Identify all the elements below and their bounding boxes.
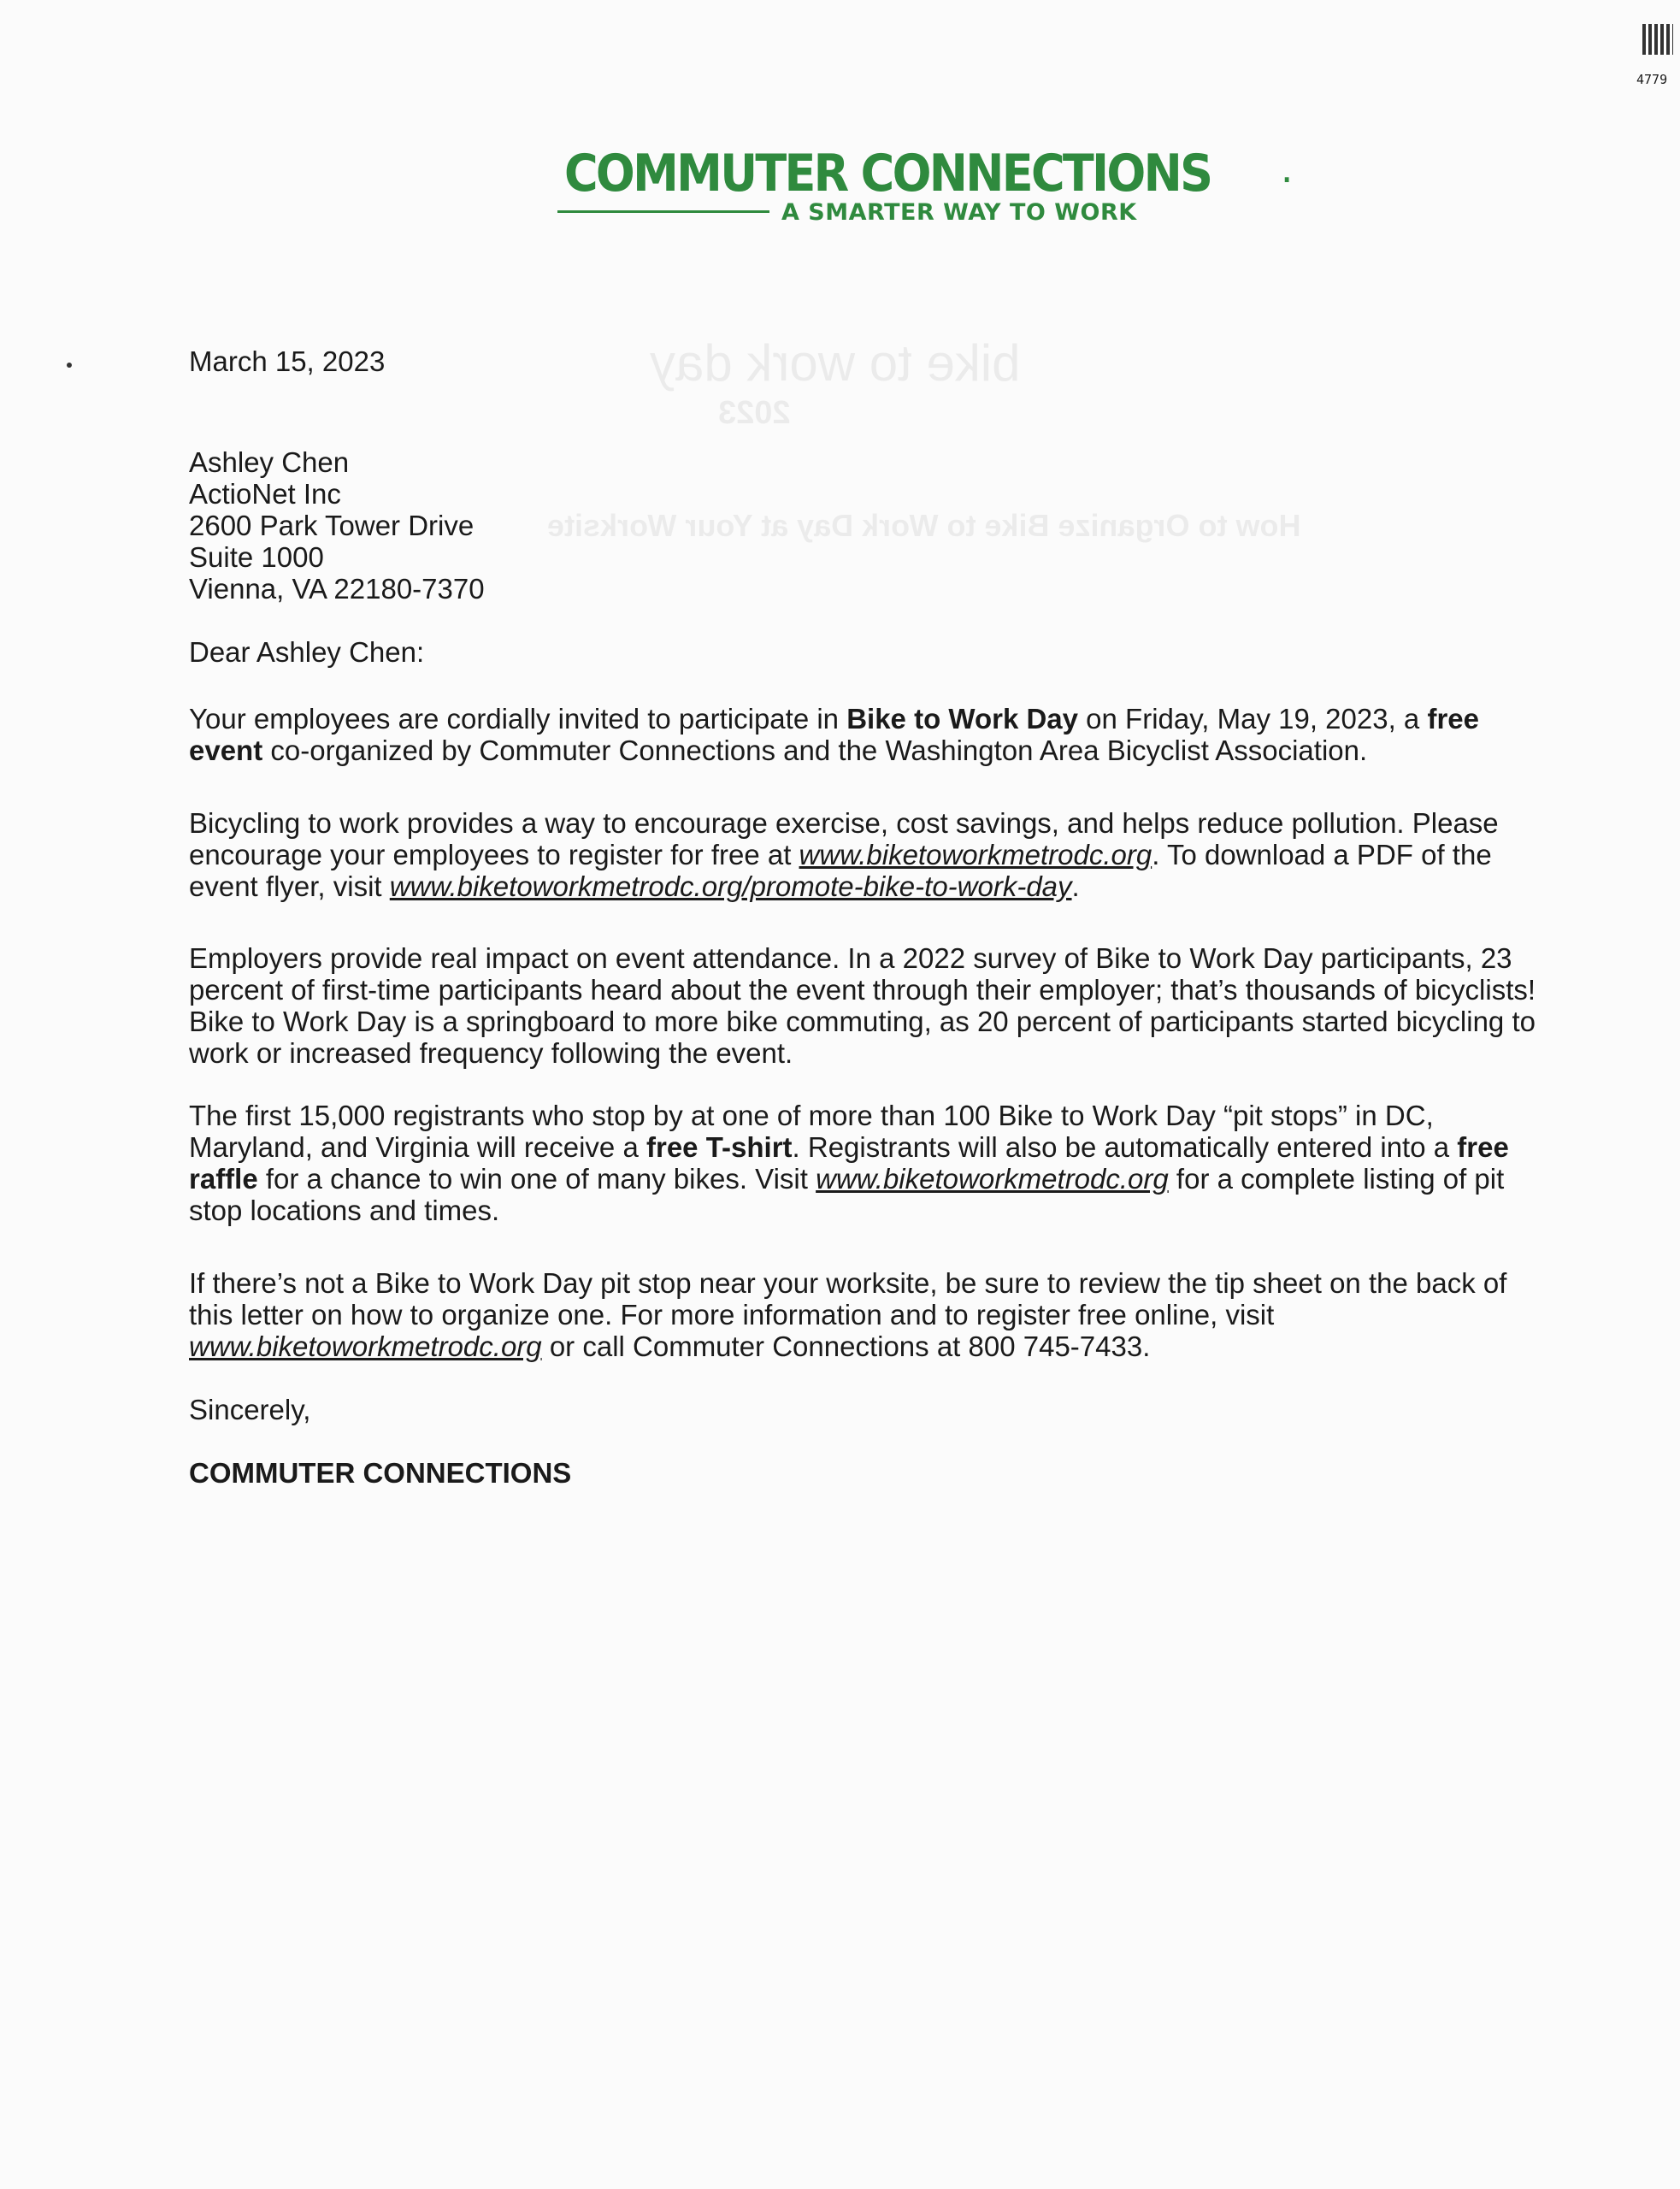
recipient-address: [189, 446, 485, 605]
letter-date: March 15, 2023: [189, 345, 386, 377]
signature: COMMUTER CONNECTIONS: [189, 1457, 572, 1489]
commuter-connections-logo: [557, 144, 1292, 226]
closing: Sincerely,: [189, 1394, 311, 1425]
free-tshirt: free T-shirt: [645, 1131, 793, 1163]
address-line: Vienna, VA 22180-7370: [189, 573, 485, 605]
text: Bicycling to work provides a way to encourage exercise, cost savings, and helps reduce pollution. Please encourage your employees to register for free at: [189, 807, 1499, 870]
address-line: Suite 1000: [189, 541, 324, 573]
paragraph-survey: Employers provide real impact on event attendance. In a 2022 survey of Bike to Work Day participants, 23 percent of first-time participants heard about the event through their employer; that’s thousands of bicyclists! Bike to Work Day is a springboard to more bike commuting, as 20 percent of participants started bicycling to work or increased frequency following the event.: [189, 942, 1536, 1069]
text: or call Commuter Connections at 800 745-7433.: [541, 1331, 1151, 1362]
text: Your employees are cordially invited to participate in: [189, 703, 847, 735]
qr-code-icon: [1642, 24, 1673, 55]
salutation: Dear Ashley Chen:: [189, 636, 425, 668]
text: co-organized by Commuter Connections and the Washington Area Bicyclist Association.: [262, 735, 1368, 766]
text: . Registrants will also be automatically entered into a: [792, 1131, 1458, 1163]
flyer-link[interactable]: www.biketoworkmetrodc.org/promote-bike-to-work-day: [389, 870, 1072, 902]
register-link[interactable]: www.biketoworkmetrodc.org: [799, 839, 1152, 870]
address-line: ActioNet Inc: [189, 478, 341, 510]
text: If there’s not a Bike to Work Day pit stop near your worksite, be sure to review the tip sheet on the back of this letter on how to organize one. For more information and to register free online, visit: [189, 1267, 1507, 1331]
text: . To download a PDF of the event flyer, visit: [189, 839, 1492, 902]
bleed-banner: bike to work day: [650, 334, 1021, 392]
text: for a complete listing of pit stop locations and times.: [189, 1163, 1505, 1226]
address-line: 2600 Park Tower Drive: [189, 510, 475, 541]
bleed-heading: How to Organize Bike to Work Day at Your Worksite: [547, 508, 1301, 543]
logo-registered-mark: .: [1282, 158, 1292, 189]
logo-wordmark: COMMUTER CONNECTIONS: [564, 144, 1211, 204]
bleed-year: 2023: [718, 395, 791, 431]
text: The first 15,000 registrants who stop by at one of more than 100 Bike to Work Day “pit stops” in DC, Maryland, and Virginia will receive a: [189, 1100, 1434, 1163]
free-event: free event: [189, 703, 1480, 766]
text: .: [1071, 870, 1080, 902]
free-raffle: free raffle: [189, 1131, 1509, 1195]
website-link[interactable]: www.biketoworkmetrodc.org: [189, 1331, 542, 1362]
logo-rule: [557, 210, 769, 213]
stray-mark: [67, 363, 72, 368]
corner-code: 4779: [1636, 72, 1668, 87]
paragraph-organize: [189, 1267, 1557, 1362]
text: on Friday, May 19, 2023, a: [1078, 703, 1428, 735]
event-name: Bike to Work Day: [846, 703, 1079, 735]
text: for a chance to win one of many bikes. Visit: [257, 1163, 816, 1195]
paragraph-pit-stops: [189, 1100, 1557, 1226]
paragraph-benefits: [189, 807, 1557, 902]
logo-tagline: A SMARTER WAY TO WORK: [781, 199, 1137, 226]
paragraph-invitation: [189, 703, 1557, 766]
address-line: Ashley Chen: [189, 446, 350, 478]
pit-stop-link[interactable]: www.biketoworkmetrodc.org: [816, 1163, 1169, 1195]
